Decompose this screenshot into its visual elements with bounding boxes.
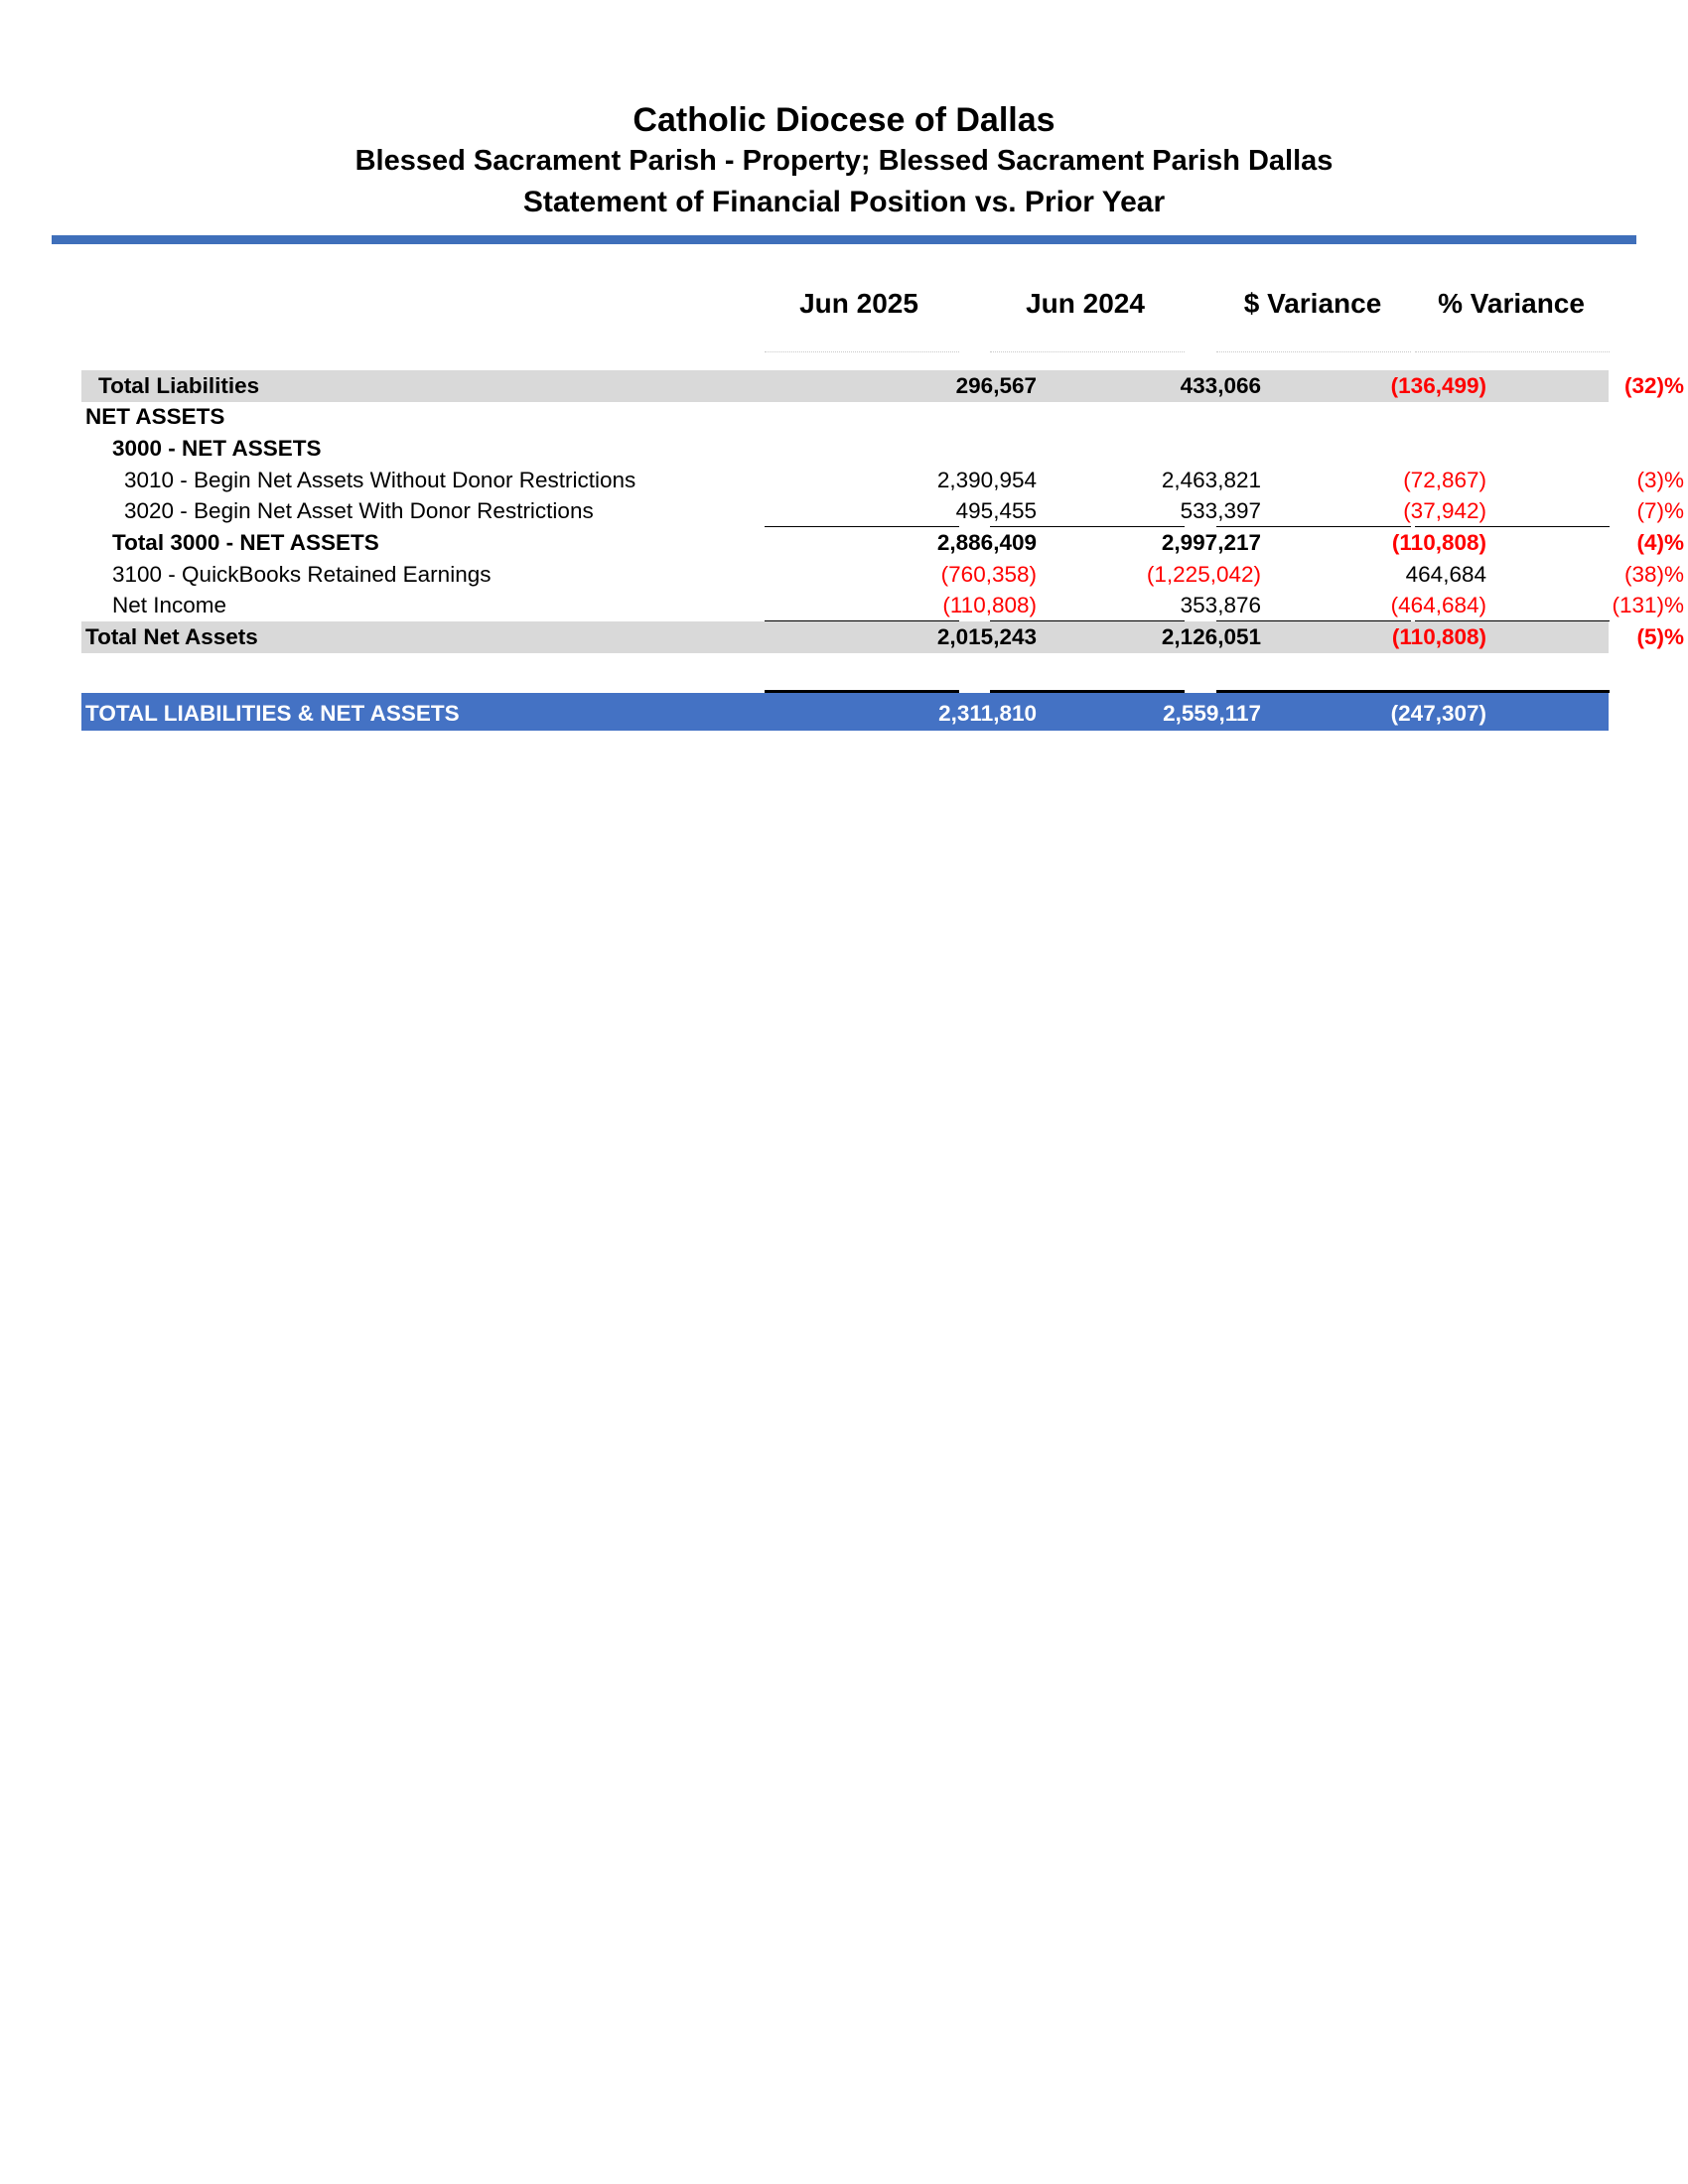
row-label: TOTAL LIABILITIES & NET ASSETS	[85, 701, 460, 726]
table-row-grand-total	[81, 693, 1684, 731]
cell-jun-2024: 353,876	[1180, 593, 1261, 617]
cell-dollar-variance: (110,808)	[1391, 530, 1486, 555]
cell-jun-2024: 2,997,217	[1161, 530, 1261, 555]
report-name: Statement of Financial Position vs. Prior Year	[522, 186, 1166, 218]
column-divider	[990, 351, 1185, 352]
cell-dollar-variance: 464,684	[1405, 562, 1486, 587]
cell-jun-2024: 2,463,821	[1161, 468, 1261, 492]
table-row-net-assets-heading	[81, 401, 1609, 433]
table-row-3010	[81, 465, 1684, 496]
column-divider	[1415, 351, 1610, 352]
cell-jun-2025: 296,567	[955, 373, 1037, 398]
subtotal-underline	[1216, 620, 1411, 621]
subtotal-underline	[765, 620, 959, 621]
cell-dollar-variance: (72,867)	[1403, 468, 1486, 492]
cell-percent-variance: (131)%	[1612, 593, 1684, 617]
report-header	[0, 99, 1688, 224]
header-rule	[52, 235, 1636, 244]
cell-jun-2024: 533,397	[1180, 498, 1261, 523]
cell-jun-2025: 495,455	[955, 498, 1037, 523]
row-label: Total 3000 - NET ASSETS	[112, 530, 379, 555]
table-row-total-net-assets	[81, 621, 1684, 653]
row-label: Total Net Assets	[85, 624, 258, 649]
cell-jun-2024: 2,559,117	[1163, 701, 1261, 726]
report-subtitle: Blessed Sacrament Parish - Property; Blessed Sacrament Parish Dallas	[354, 145, 1334, 177]
cell-percent-variance: (10)%	[1623, 701, 1684, 726]
cell-jun-2025: 2,390,954	[936, 468, 1037, 492]
table-row-3100	[81, 559, 1684, 591]
column-divider	[1216, 351, 1411, 352]
column-divider	[765, 351, 959, 352]
cell-jun-2024: 2,126,051	[1161, 624, 1261, 649]
cell-dollar-variance: (247,307)	[1390, 701, 1486, 726]
column-header-percent-variance: % Variance	[1438, 288, 1585, 319]
table-row-3000-heading	[81, 433, 1609, 465]
column-header-jun-2025: Jun 2025	[799, 288, 918, 319]
table-row-total-liabilities	[81, 370, 1684, 402]
cell-jun-2025: (760,358)	[940, 562, 1037, 587]
row-label: 3020 - Begin Net Asset With Donor Restrictions	[124, 498, 594, 523]
report-title: Catholic Diocese of Dallas	[633, 101, 1055, 139]
row-label: NET ASSETS	[85, 404, 225, 429]
subtotal-underline	[1415, 620, 1610, 621]
row-label: 3100 - QuickBooks Retained Earnings	[112, 562, 492, 587]
cell-percent-variance: (38)%	[1623, 562, 1684, 587]
cell-jun-2025: 2,886,409	[936, 530, 1037, 555]
cell-percent-variance: (5)%	[1636, 624, 1684, 649]
cell-percent-variance: (7)%	[1636, 498, 1684, 523]
cell-dollar-variance: (37,942)	[1403, 498, 1486, 523]
cell-jun-2024: (1,225,042)	[1146, 562, 1261, 587]
table-row-total-3000	[81, 527, 1684, 559]
row-label: Total Liabilities	[98, 373, 260, 398]
cell-percent-variance: (4)%	[1636, 530, 1684, 555]
row-label: Net Income	[112, 593, 227, 617]
row-label: 3000 - NET ASSETS	[112, 436, 322, 461]
cell-percent-variance: (3)%	[1636, 468, 1684, 492]
column-header-jun-2024: Jun 2024	[1026, 288, 1145, 319]
cell-jun-2024: 433,066	[1180, 373, 1261, 398]
table-row-3020	[81, 495, 1684, 527]
cell-jun-2025: 2,311,810	[938, 701, 1037, 726]
cell-dollar-variance: (136,499)	[1390, 373, 1486, 398]
subtotal-underline	[990, 620, 1185, 621]
table-row-net-income	[81, 590, 1684, 621]
cell-percent-variance: (32)%	[1623, 373, 1684, 398]
cell-jun-2025: 2,015,243	[936, 624, 1037, 649]
column-header-dollar-variance: $ Variance	[1243, 288, 1382, 319]
cell-dollar-variance: (464,684)	[1390, 593, 1486, 617]
cell-dollar-variance: (110,808)	[1391, 624, 1486, 649]
cell-jun-2025: (110,808)	[942, 593, 1037, 617]
row-label: 3010 - Begin Net Assets Without Donor Restrictions	[124, 468, 636, 492]
